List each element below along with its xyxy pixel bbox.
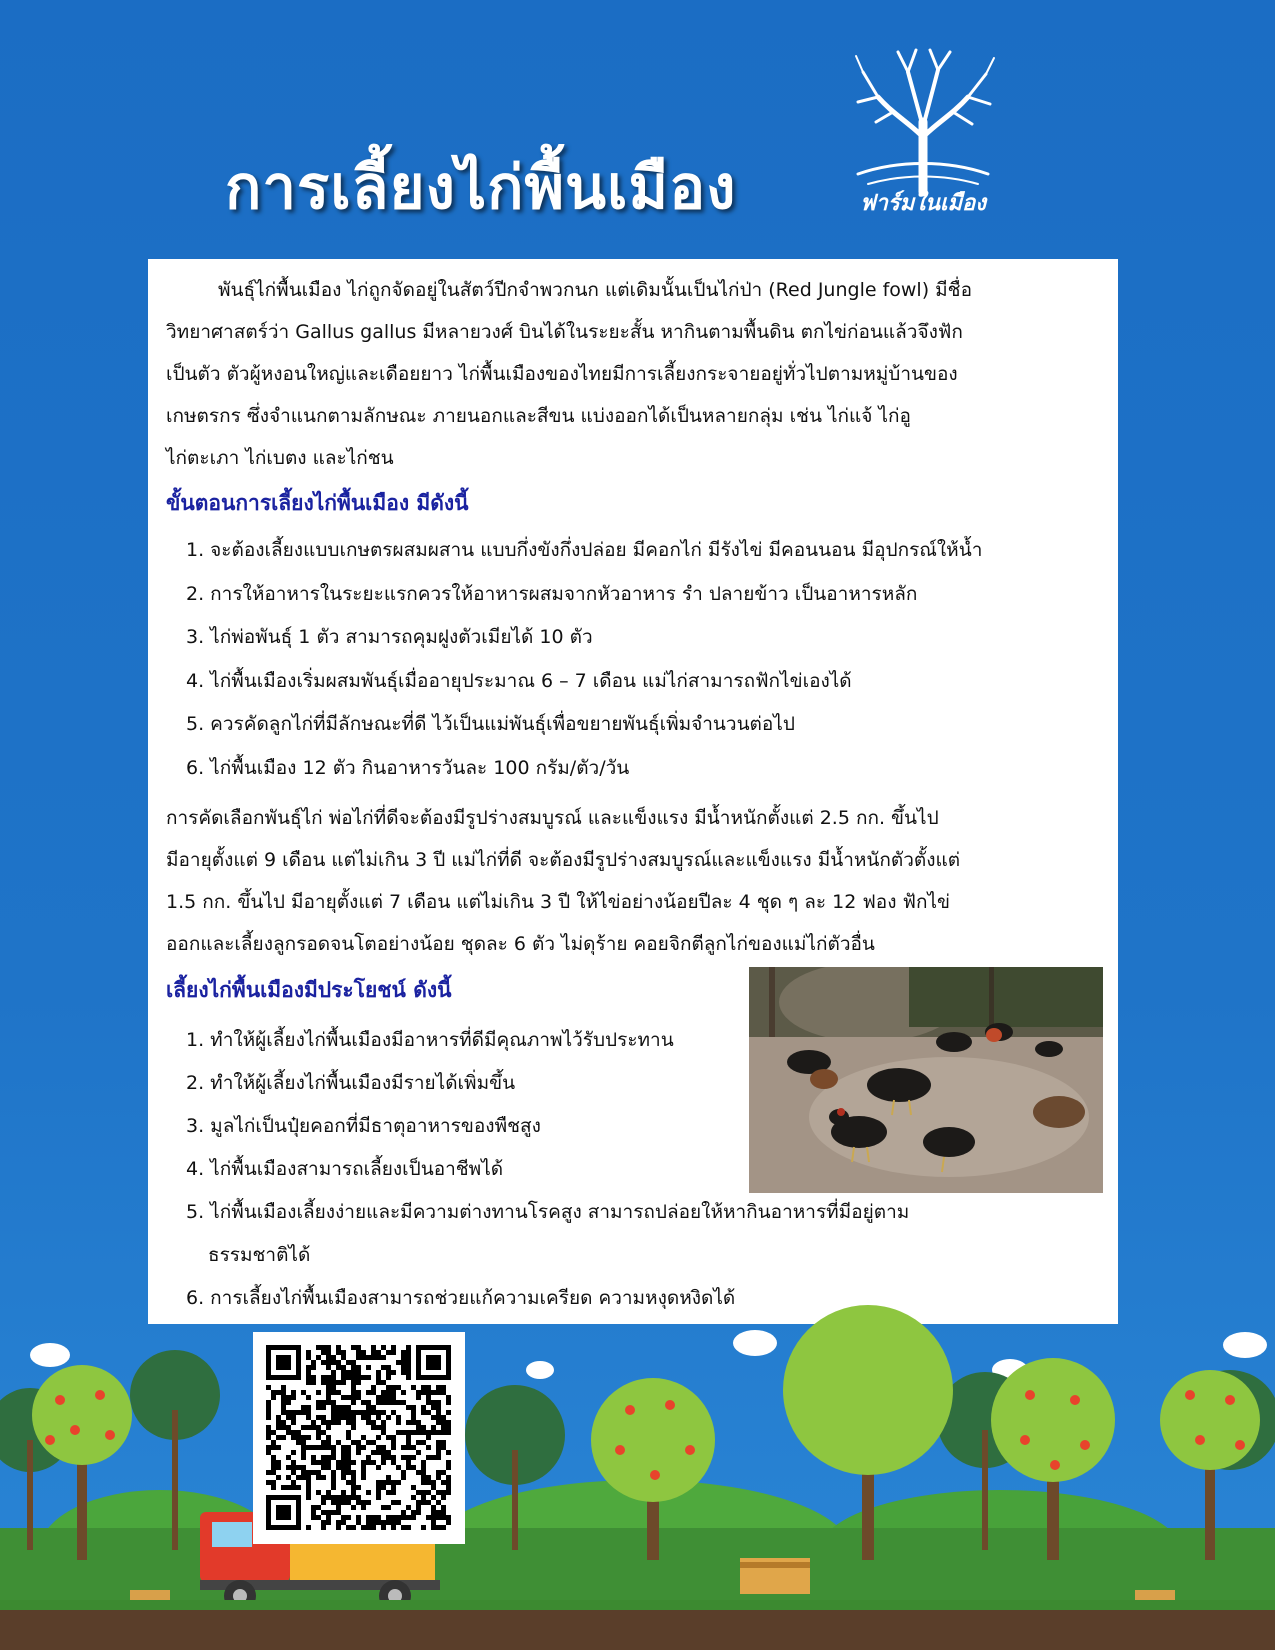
list-item: 5. ควรคัดลูกไก่ที่มีลักษณะที่ดี ไว้เป็นแม่พันธุ์เพื่อขยายพันธุ์เพิ่มจำนวนต่อไป <box>186 713 795 735</box>
intro-line: วิทยาศาสตร์ว่า Gallus gallus มีหลายวงศ์ บินได้ในระยะสั้น หากินตามพื้นดิน ตกไข่ก่อนแล้วจึงฟัก <box>166 321 963 343</box>
selection-line: ออกและเลี้ยงลูกรอดจนโตอย่างน้อย ชุดละ 6 ตัว ไม่ดุร้าย คอยจิกตีลูกไก่ของแม่ไก่ตัวอื่น <box>166 933 875 955</box>
svg-text:ฟาร์มในเมือง: ฟาร์มในเมือง <box>859 191 987 216</box>
farm-scene-illustration <box>0 1300 1275 1650</box>
steps-list <box>186 529 982 790</box>
intro-line: ไก่ตะเภา ไก่เบตง และไก่ชน <box>166 447 394 469</box>
list-item: 6. ไก่พื้นเมือง 12 ตัว กินอาหารวันละ 100 กรัม/ตัว/วัน <box>186 756 630 779</box>
benefits-heading: เลี้ยงไก่พื้นเมืองมีประโยชน์ ดังนี้ <box>166 978 452 1002</box>
list-item: 4. ไก่พื้นเมืองสามารถเลี้ยงเป็นอาชีพได้ <box>186 1158 504 1180</box>
list-item: 2. การให้อาหารในระยะแรกควรให้อาหารผสมจากหัวอาหาร รำ ปลายข้าว เป็นอาหารหลัก <box>186 582 918 605</box>
list-item: 3. มูลไก่เป็นปุ๋ยคอกที่มีธาตุอาหารของพืชสูง <box>186 1115 541 1137</box>
list-item: 1. ทำให้ผู้เลี้ยงไก่พื้นเมืองมีอาหารที่ดีมีคุณภาพไว้รับประทาน <box>186 1029 674 1051</box>
selection-paragraph <box>166 797 1088 965</box>
list-item: ธรรมชาติได้ <box>208 1244 311 1266</box>
intro-paragraph <box>166 269 1088 479</box>
list-item: 2. ทำให้ผู้เลี้ยงไก่พื้นเมืองมีรายได้เพิ่มขึ้น <box>186 1072 516 1094</box>
list-item: 3. ไก่พ่อพันธุ์ 1 ตัว สามารถคุมฝูงตัวเมียได้ 10 ตัว <box>186 626 593 648</box>
list-item: 6. การเลี้ยงไก่พื้นเมืองสามารถช่วยแก้ความเครียด ความหงุดหงิดได้ <box>186 1287 736 1309</box>
chicken-photo <box>749 967 1103 1193</box>
intro-line: เกษตรกร ซึ่งจำแนกตามลักษณะ ภายนอกและสีขน แบ่งออกได้เป็นหลายกลุ่ม เช่น ไก่แจ้ ไก่อู <box>166 405 911 427</box>
list-item: 1. จะต้องเลี้ยงแบบเกษตรผสมผสาน แบบกึ่งขังกึ่งปล่อย มีคอกไก่ มีรังไข่ มีคอนนอน มีอุปกรณ์ให้น้ำ <box>186 539 983 561</box>
qr-code[interactable] <box>253 1332 465 1544</box>
list-item: 4. ไก่พื้นเมืองเริ่มผสมพันธุ์เมื่ออายุประมาณ 6 – 7 เดือน แม่ไก่สามารถฟักไข่เองได้ <box>186 669 852 692</box>
list-item: 5. ไก่พื้นเมืองเลี้ยงง่ายและมีความต่างทานโรคสูง สามารถปล่อยให้หากินอาหารที่มีอยู่ตาม <box>186 1201 910 1223</box>
intro-line: พันธุ์ไก่พื้นเมือง ไก่ถูกจัดอยู่ในสัตว์ปีกจำพวกนก แต่เดิมนั้นเป็นไก่ป่า (Red Jungle fowl) มีชื่อ <box>218 279 972 301</box>
selection-line: 1.5 กก. ขึ้นไป มีอายุตั้งแต่ 7 เดือน แต่ไม่เกิน 3 ปี ให้ไข่อย่างน้อยปีละ 4 ชุด ๆ ละ 12 ฟอง ฟักไข่ <box>166 891 951 913</box>
page-title: การเลี้ยงไก่พื้นเมือง <box>225 153 737 223</box>
steps-heading: ขั้นตอนการเลี้ยงไก่พื้นเมือง มีดังนี้ <box>166 491 469 515</box>
farm-logo-tree-icon <box>838 42 1008 217</box>
selection-line: การคัดเลือกพันธุ์ไก่ พ่อไก่ที่ดีจะต้องมีรูปร่างสมบูรณ์ และแข็งแรง มีน้ำหนักตั้งแต่ 2.5 กก. ขึ้นไป <box>166 807 939 829</box>
selection-line: มีอายุตั้งแต่ 9 เดือน แต่ไม่เกิน 3 ปี แม่ไก่ที่ดี จะต้องมีรูปร่างสมบูรณ์และแข็งแรง มีน้ำหนักตัวตั้งแต่ <box>166 849 961 871</box>
intro-line: เป็นตัว ตัวผู้หงอนใหญ่และเดือยยาว ไก่พื้นเมืองของไทยมีการเลี้ยงกระจายอยู่ทั่วไปตามหมู่บ้านของ <box>166 363 958 385</box>
